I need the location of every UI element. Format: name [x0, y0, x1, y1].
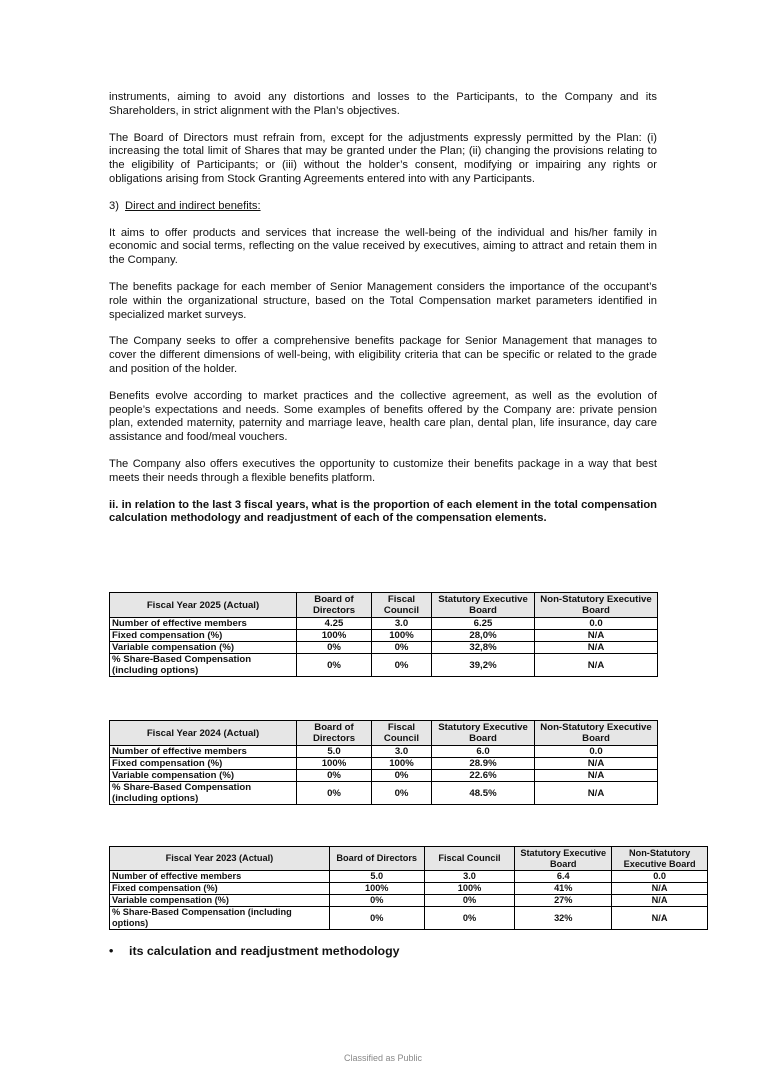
cell-value: 0% — [329, 895, 424, 907]
cell-value: 0% — [424, 907, 515, 930]
cell-value: 100% — [424, 883, 515, 895]
bullet-icon: • — [109, 944, 114, 958]
section-3-title: Direct and indirect benefits: — [125, 199, 261, 212]
question-heading: ii. in relation to the last 3 fiscal years, what is the proportion of each element in the total compensation calculation methodology and readjustment of each of the compensation elements. — [109, 498, 657, 525]
row-label: Variable compensation (%) — [110, 770, 297, 782]
cell-value: 28.9% — [432, 758, 535, 770]
cell-value: 5.0 — [297, 746, 372, 758]
header-fiscal-year: Fiscal Year 2024 (Actual) — [110, 721, 297, 746]
row-label: % Share-Based Compensation (including options) — [110, 907, 330, 930]
table-row — [110, 895, 708, 907]
cell-value: N/A — [535, 770, 658, 782]
cell-value: 5.0 — [329, 871, 424, 883]
cell-value: 0% — [372, 654, 432, 677]
row-label: Number of effective members — [110, 618, 297, 630]
table-row — [110, 746, 658, 758]
cell-value: 22.6% — [432, 770, 535, 782]
header-non-statutory-board: Non-Statutory Executive Board — [535, 721, 658, 746]
paragraph-comprehensive-package: The Company seeks to offer a comprehensive benefits package for Senior Management that manages to cover the different dimensions of well-being, with eligibility criteria that can be specific or related to the grade and position of the holder. — [109, 335, 657, 375]
cell-value: 100% — [372, 758, 432, 770]
paragraph-benefits-evolution: Benefits evolve according to market practices and the collective agreement, as well as the evolution of people’s expectations and needs. Some examples of benefits offered by the Company are: private pension plan, extended maternity, paternity and marriage leave, health care plan, dental plan, life insurance, day care assistance and food/meal vouchers. — [109, 389, 657, 444]
bullet-item — [109, 944, 400, 958]
row-label: Fixed compensation (%) — [110, 758, 297, 770]
cell-value: 0% — [297, 654, 372, 677]
cell-value: 100% — [297, 758, 372, 770]
table-row — [110, 618, 658, 630]
cell-value: 3.0 — [424, 871, 515, 883]
cell-value: 0.0 — [535, 618, 658, 630]
cell-value: 100% — [372, 630, 432, 642]
table-row — [110, 871, 708, 883]
header-non-statutory-board: Non-Statutory Executive Board — [535, 593, 658, 618]
cell-value: 100% — [329, 883, 424, 895]
cell-value: 0% — [424, 895, 515, 907]
table-fy2025 — [109, 592, 658, 677]
cell-value: 0% — [329, 907, 424, 930]
table-row — [110, 630, 658, 642]
cell-value: N/A — [612, 883, 708, 895]
row-label: % Share-Based Compensation (including options) — [110, 654, 297, 677]
classification-footer: Classified as Public — [343, 1053, 423, 1063]
cell-value: 0% — [372, 642, 432, 654]
paragraph-flexible-benefits: The Company also offers executives the opportunity to customize their benefits package in a way that best meets their needs through a flexible benefits platform. — [109, 457, 657, 484]
cell-value: N/A — [535, 758, 658, 770]
row-label: % Share-Based Compensation (including options) — [110, 782, 297, 805]
cell-value: 0% — [372, 782, 432, 805]
header-fiscal-year: Fiscal Year 2023 (Actual) — [110, 847, 330, 871]
cell-value: 3.0 — [372, 746, 432, 758]
cell-value: 100% — [297, 630, 372, 642]
cell-value: 3.0 — [372, 618, 432, 630]
cell-value: 28,0% — [432, 630, 535, 642]
bullet-text: its calculation and readjustment methodology — [129, 944, 400, 958]
cell-value: 0% — [297, 770, 372, 782]
paragraph-benefits-aim: It aims to offer products and services that increase the well-being of the individual and his/her family in economic and social terms, reflecting on the value received by executives, aiming to attract and retain them in the Company. — [109, 226, 657, 267]
table-fy2023 — [109, 846, 708, 930]
table-fy2024 — [109, 720, 658, 805]
cell-value: 6.4 — [515, 871, 612, 883]
row-label: Variable compensation (%) — [110, 895, 330, 907]
cell-value: 0% — [372, 770, 432, 782]
row-label: Variable compensation (%) — [110, 642, 297, 654]
header-fiscal-year: Fiscal Year 2025 (Actual) — [110, 593, 297, 618]
row-label: Fixed compensation (%) — [110, 630, 297, 642]
cell-value: 0% — [297, 642, 372, 654]
paragraph-board-restrictions: The Board of Directors must refrain from, except for the adjustments expressly permitted by the Plan: (i) increasing the total limit of Shares that may be granted under the Plan; (ii) changing the provisions relating to the eligibility of Participants; or (iii) without the holder’s consent, modifying or impairing any rights or obligations arising from Stock Granting Agreements entered into with any Participants. — [109, 131, 657, 185]
table-row — [110, 883, 708, 895]
table-row — [110, 770, 658, 782]
cell-value: 39,2% — [432, 654, 535, 677]
table-header-row — [110, 721, 658, 746]
table-row — [110, 907, 708, 930]
cell-value: N/A — [612, 907, 708, 930]
cell-value: N/A — [535, 642, 658, 654]
header-board-of-directors: Board of Directors — [297, 593, 372, 618]
header-fiscal-council: Fiscal Council — [372, 593, 432, 618]
cell-value: 0% — [297, 782, 372, 805]
paragraph-plan-objectives: instruments, aiming to avoid any distortions and losses to the Participants, to the Company and its Shareholders, in strict alignment with the Plan’s objectives. — [109, 91, 657, 117]
header-statutory-board: Statutory Executive Board — [432, 593, 535, 618]
header-fiscal-council: Fiscal Council — [424, 847, 515, 871]
cell-value: N/A — [535, 782, 658, 805]
row-label: Number of effective members — [110, 746, 297, 758]
cell-value: 27% — [515, 895, 612, 907]
cell-value: 4.25 — [297, 618, 372, 630]
table-row — [110, 758, 658, 770]
row-label: Number of effective members — [110, 871, 330, 883]
page-body — [109, 91, 657, 526]
paragraph-benefits-package: The benefits package for each member of Senior Management considers the importance of the occupant’s role within the organizational structure, based on the Total Compensation market parameters identified in specialized market surveys. — [109, 280, 657, 321]
cell-value: 0.0 — [612, 871, 708, 883]
cell-value: 41% — [515, 883, 612, 895]
table-header-row — [110, 847, 708, 871]
cell-value: N/A — [612, 895, 708, 907]
table-header-row — [110, 593, 658, 618]
header-statutory-board: Statutory Executive Board — [432, 721, 535, 746]
table-row — [110, 782, 658, 805]
table-row — [110, 654, 658, 677]
header-board-of-directors: Board of Directors — [329, 847, 424, 871]
cell-value: 6.25 — [432, 618, 535, 630]
row-label: Fixed compensation (%) — [110, 883, 330, 895]
section-3-number: 3) — [109, 199, 119, 212]
table-row — [110, 642, 658, 654]
header-non-statutory-board: Non-Statutory Executive Board — [612, 847, 708, 871]
cell-value: N/A — [535, 630, 658, 642]
header-board-of-directors: Board of Directors — [297, 721, 372, 746]
cell-value: 48.5% — [432, 782, 535, 805]
section-3-heading — [109, 200, 657, 214]
header-fiscal-council: Fiscal Council — [372, 721, 432, 746]
cell-value: 32% — [515, 907, 612, 930]
cell-value: N/A — [535, 654, 658, 677]
cell-value: 32,8% — [432, 642, 535, 654]
header-statutory-board: Statutory Executive Board — [515, 847, 612, 871]
cell-value: 0.0 — [535, 746, 658, 758]
cell-value: 6.0 — [432, 746, 535, 758]
